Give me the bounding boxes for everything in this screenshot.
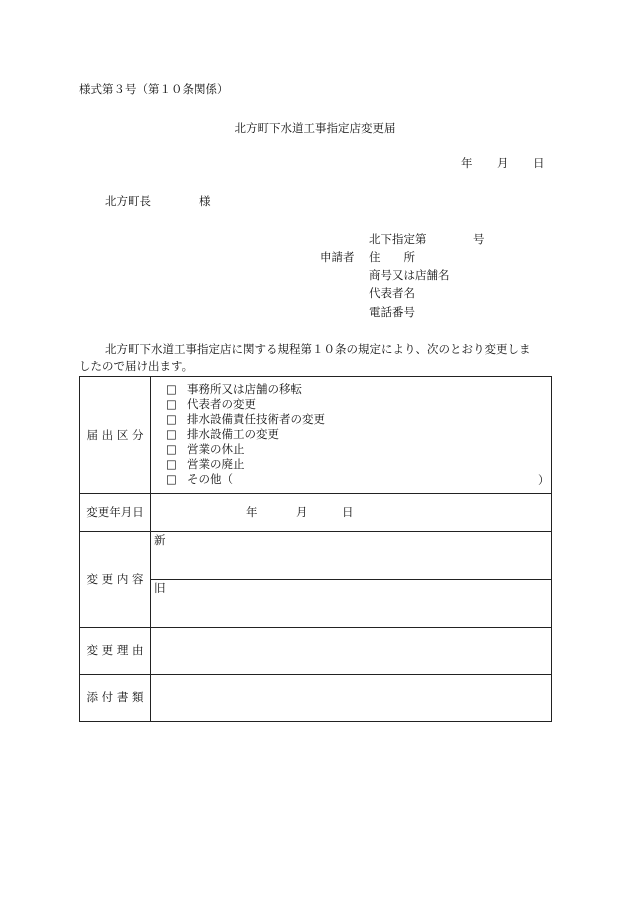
designation-prefix: 北下指定第 [369, 232, 427, 246]
new-label: 新 [154, 533, 166, 547]
statement-line-2: したので届け出ます。 [79, 359, 194, 373]
change-date-day: 日 [342, 505, 354, 519]
option-label: 排水設備責任技術者の変更 [187, 412, 325, 426]
label-column-divider [150, 377, 151, 721]
notification-table [79, 376, 552, 722]
row-divider [80, 674, 551, 675]
applicant-phone-label: 電話番号 [369, 305, 415, 319]
reason-label: 変 更 理 由 [86, 643, 144, 657]
row-divider [80, 531, 551, 532]
change-date-month: 月 [296, 505, 308, 519]
option-chief-engineer-change[interactable] [166, 412, 325, 427]
applicant-address-label: 住 所 [369, 250, 415, 264]
option-label: 営業の廃止 [187, 457, 245, 471]
change-date-label: 変更年月日 [86, 505, 144, 519]
checkbox[interactable]: □ [166, 397, 177, 411]
row-divider [80, 493, 551, 494]
content-label: 変 更 内 容 [86, 572, 144, 586]
option-label: 事務所又は店舗の移転 [187, 382, 302, 396]
option-representative-change[interactable] [166, 397, 256, 412]
option-label: 営業の休止 [187, 442, 245, 456]
checkbox[interactable]: □ [166, 457, 177, 471]
date-month-label: 月 [497, 156, 509, 170]
checkbox[interactable]: □ [166, 442, 177, 456]
attachments-label: 添 付 書 類 [86, 690, 144, 704]
option-office-relocation[interactable] [166, 382, 302, 397]
checkbox[interactable]: □ [166, 412, 177, 426]
designation-suffix: 号 [473, 232, 485, 246]
option-drainage-worker-change[interactable] [166, 427, 279, 442]
checkbox[interactable]: □ [166, 382, 177, 396]
other-close-paren: ） [538, 473, 550, 487]
applicant-role-label: 申請者 [320, 250, 355, 264]
option-other[interactable] [166, 472, 233, 487]
addressee-name: 北方町長 [105, 194, 151, 208]
checkbox[interactable]: □ [166, 427, 177, 441]
option-label: その他（ [187, 472, 233, 486]
checkbox[interactable]: □ [166, 472, 177, 486]
option-label: 代表者の変更 [187, 397, 256, 411]
applicant-representative-label: 代表者名 [369, 286, 415, 300]
old-label: 旧 [154, 581, 166, 595]
form-number: 様式第３号（第１０条関係） [79, 82, 229, 96]
row-divider [80, 627, 551, 628]
option-label: 排水設備工の変更 [187, 427, 279, 441]
date-day-label: 日 [533, 156, 545, 170]
category-label: 届 出 区 分 [86, 428, 144, 442]
option-business-closure[interactable] [166, 457, 245, 472]
date-year-label: 年 [461, 156, 473, 170]
new-old-divider [150, 579, 551, 580]
change-date-year: 年 [246, 505, 258, 519]
addressee-honorific: 様 [199, 194, 211, 208]
applicant-business-name-label: 商号又は店舗名 [369, 268, 450, 282]
document-title: 北方町下水道工事指定店変更届 [234, 121, 396, 135]
option-business-suspension[interactable] [166, 442, 245, 457]
statement-line-1: 北方町下水道工事指定店に関する規程第１０条の規定により、次のとおり変更しま [105, 342, 531, 356]
